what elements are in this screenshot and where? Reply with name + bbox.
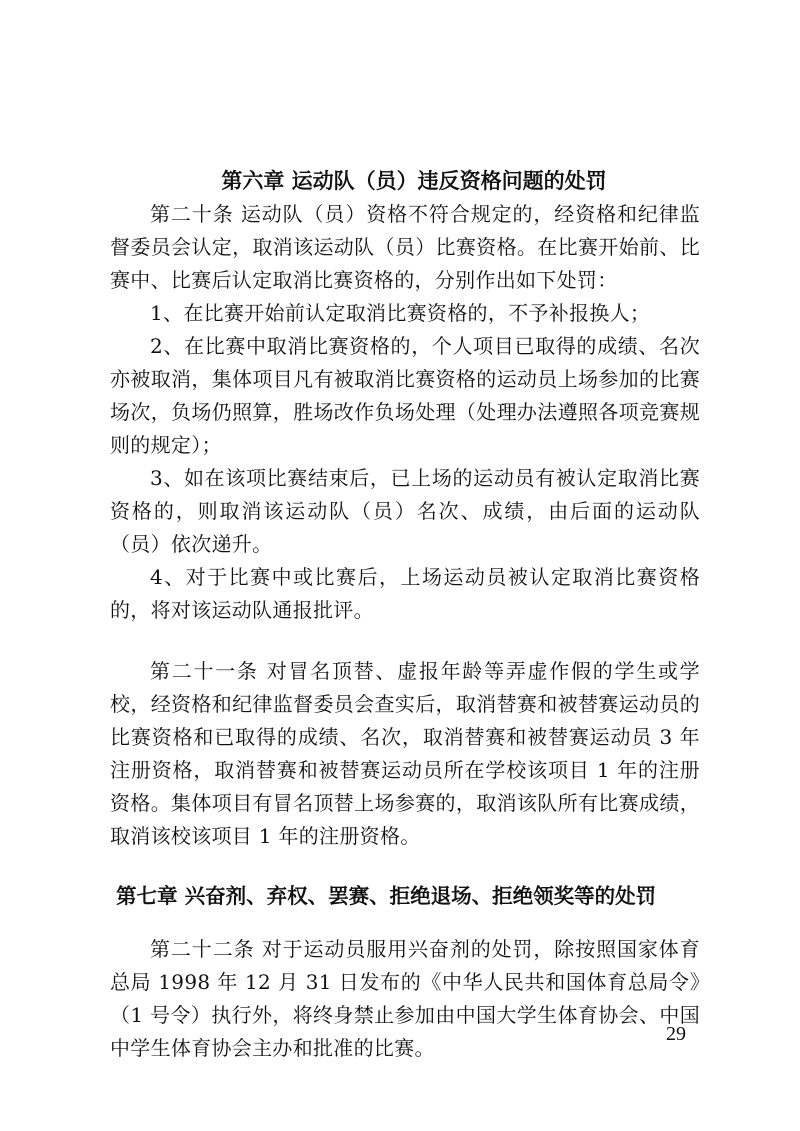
chapter6-title: 第六章 运动队（员）违反资格问题的处罚 [221,168,607,193]
chapter7-title: 第七章 兴奋剂、弃权、罢赛、拒绝退场、拒绝领奖等的处罚 [116,884,657,908]
article20-item-1: 1、在比赛开始前认定取消比赛资格的，不予补报换人； [150,301,651,325]
page-number: 29 [666,1023,686,1045]
article20-item-2: 2、在比赛中取消比赛资格的，个人项目已取得的成绩、名次亦被取消，集体项目凡有被取消比赛资格的运动员上场参加的比赛场次，负场仍照算，胜场改作负场处理（处理办法遵照各项竞赛规则的规定）； [110,334,700,457]
page-content [110,164,700,1065]
spacer [110,913,700,933]
article21: 第二十一条 对冒名顶替、虚报年龄等弄虚作假的学生或学校，经资格和纪律监督委员会查实后，取消替赛和被替赛运动员的比赛资格和已取得的成绩、名次，取消替赛和被替赛运动员 3 年注册资格，取消替赛和被替赛运动员所在学校该项目 1 年的注册资格。集体项目有冒名顶替上场参赛的，取消该队所有比赛成绩，取消该校该项目 1 年的注册资格。 [110,659,700,848]
article22: 第二十二条 对于运动员服用兴奋剂的处罚，除按照国家体育总局 1998 年 12 月 31 日发布的《中华人民共和国体育总局令》（1 号令）执行外，将终身禁止参加由中国大学生体育协会、中国中学生体育协会主办和批准的比赛。 [110,937,700,1060]
spacer [110,853,700,879]
article20-intro: 第二十条 运动队（员）资格不符合规定的，经资格和纪律监督委员会认定，取消该运动队（员）比赛资格。在比赛开始前、比赛中、比赛后认定取消比赛资格的，分别作出如下处罚： [110,202,700,292]
article20-item-4: 4、对于比赛中或比赛后，上场运动员被认定取消比赛资格的，将对该运动队通报批评。 [110,565,700,622]
article20-item-3: 3、如在该项比赛结束后，已上场的运动员有被认定取消比赛资格的，则取消该运动队（员）名次、成绩，由后面的运动队（员）依次递升。 [110,466,700,556]
spacer [110,627,700,655]
